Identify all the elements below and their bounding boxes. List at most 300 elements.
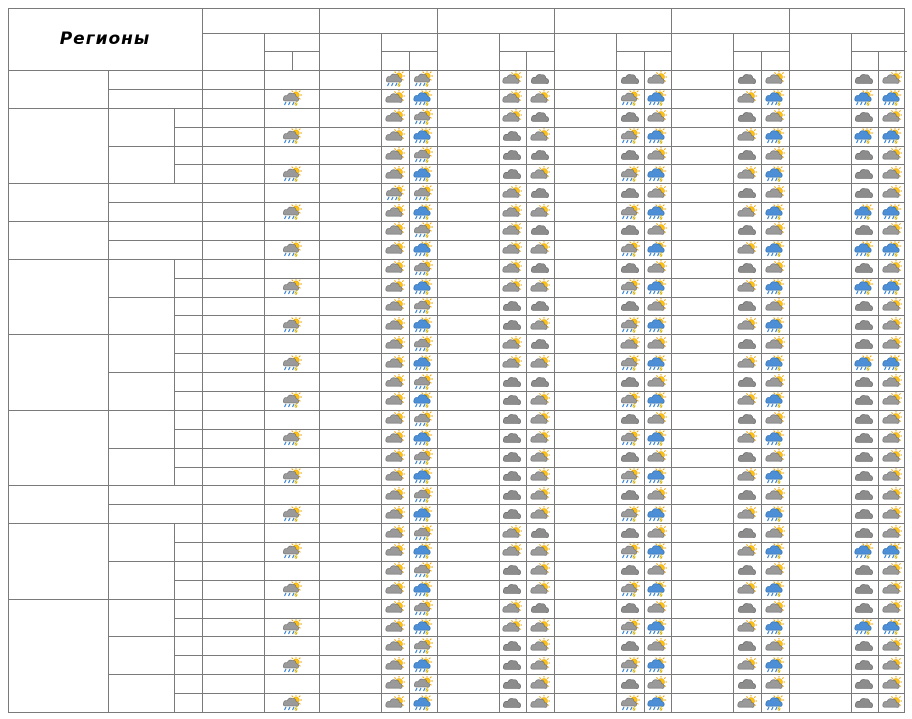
temperature-cell bbox=[319, 467, 381, 486]
weather-day-cloud-sun-icon bbox=[526, 674, 554, 693]
temperature-cell bbox=[671, 127, 733, 146]
weather-day-cloud-sun-icon bbox=[878, 297, 906, 316]
time-label bbox=[174, 599, 202, 618]
temperature-cell bbox=[789, 108, 851, 127]
day-header bbox=[526, 51, 554, 70]
weather-day-cloud-sun-icon bbox=[526, 485, 554, 504]
weather-day-cloud-sun-icon bbox=[761, 674, 789, 693]
temperature-cell bbox=[319, 297, 381, 316]
weather-day-cloud-rain-icon bbox=[761, 240, 789, 259]
weather-night-cloud-icon bbox=[499, 693, 527, 712]
temperature-cell bbox=[202, 504, 264, 523]
weather-day-cloud-sun-icon bbox=[878, 259, 906, 278]
temperature-cell bbox=[319, 164, 381, 183]
weather-day-cloud-rain-icon bbox=[761, 693, 789, 712]
temperature-cell bbox=[319, 580, 381, 599]
weather-night-cloud-rain-icon bbox=[851, 353, 879, 372]
weather-night-cloud-icon bbox=[851, 334, 879, 353]
weather-day-cloud-sun-rain-icon bbox=[409, 70, 437, 89]
weather-night-cloud-icon bbox=[851, 655, 879, 674]
weather-night-cloud-sun-icon bbox=[381, 127, 409, 146]
temperature-cell bbox=[554, 485, 616, 504]
day-header bbox=[878, 51, 906, 70]
day-header bbox=[761, 51, 789, 70]
weather-night-cloud-icon bbox=[733, 410, 761, 429]
weather-day-cloud-sun-icon bbox=[878, 580, 906, 599]
weather-night-cloud-icon bbox=[616, 448, 644, 467]
weather-day-cloud-sun-icon bbox=[526, 429, 554, 448]
weather-night-cloud-sun-icon bbox=[499, 259, 527, 278]
weather-day-cloud-sun-icon bbox=[526, 240, 554, 259]
temperature-cell bbox=[554, 183, 616, 202]
temperature-cell bbox=[789, 580, 851, 599]
temperature-cell bbox=[554, 108, 616, 127]
temperature-cell bbox=[202, 334, 264, 353]
weather-night-cloud-icon bbox=[616, 523, 644, 542]
temperature-cell bbox=[554, 618, 616, 637]
weather-day-cloud-rain-icon bbox=[761, 202, 789, 221]
temperature-cell bbox=[554, 70, 616, 89]
date-header bbox=[319, 8, 436, 33]
weather-night-cloud-sun-rain-icon bbox=[381, 183, 409, 202]
temperature-cell bbox=[319, 108, 381, 127]
weather-night-cloud-sun-icon bbox=[381, 221, 409, 240]
weather-night-cloud-sun-icon bbox=[381, 674, 409, 693]
weather-day-cloud-sun-icon bbox=[878, 221, 906, 240]
weather-day-cloud-rain-icon bbox=[644, 240, 672, 259]
weather-day-cloud-rain-icon bbox=[409, 504, 437, 523]
weather-night-cloud-icon bbox=[851, 693, 879, 712]
temperature-cell bbox=[789, 315, 851, 334]
weather-day-cloud-sun-icon bbox=[526, 164, 554, 183]
temperature-cell bbox=[789, 467, 851, 486]
weather-day-cloud-rain-icon bbox=[644, 542, 672, 561]
weather-day-cloud-sun-rain-icon bbox=[409, 372, 437, 391]
time-label bbox=[174, 297, 202, 316]
weather-night-cloud-icon bbox=[733, 146, 761, 165]
temperature-cell bbox=[437, 485, 499, 504]
temperature-cell bbox=[319, 561, 381, 580]
temperature-cell bbox=[202, 523, 264, 542]
weather-night-cloud-sun-rain-icon bbox=[616, 655, 644, 674]
temperature-cell bbox=[319, 89, 381, 108]
date-header bbox=[437, 8, 554, 33]
weather-day-cloud-sun-rain-icon bbox=[409, 146, 437, 165]
zone-name bbox=[108, 108, 174, 146]
weather-night-cloud-icon bbox=[616, 372, 644, 391]
weather-day-cloud-sun-icon bbox=[644, 523, 672, 542]
weather-night-cloud-sun-icon bbox=[381, 542, 409, 561]
grid-line bbox=[264, 33, 265, 712]
weather-day-cloud-sun-icon bbox=[526, 448, 554, 467]
weather-night-cloud-icon bbox=[616, 636, 644, 655]
weather-day-cloud-sun-icon bbox=[526, 636, 554, 655]
weather-night-cloud-icon bbox=[733, 183, 761, 202]
temperature-cell bbox=[202, 429, 264, 448]
weather-day-cloud-rain-icon bbox=[409, 278, 437, 297]
weather-night-cloud-icon bbox=[616, 70, 644, 89]
weather-night-cloud-sun-icon bbox=[499, 202, 527, 221]
weather-day-cloud-sun-icon bbox=[761, 221, 789, 240]
temperature-cell bbox=[789, 334, 851, 353]
temperature-cell bbox=[202, 183, 264, 202]
weather-night-cloud-sun-icon bbox=[733, 618, 761, 637]
temperature-cell bbox=[789, 240, 851, 259]
temperature-cell bbox=[437, 259, 499, 278]
weather-cloud-sun-rain-icon bbox=[264, 89, 319, 108]
weather-day-cloud-rain-icon bbox=[878, 127, 906, 146]
weather-night-cloud-sun-icon bbox=[381, 485, 409, 504]
weather-day-cloud-rain-icon bbox=[644, 504, 672, 523]
weather-day-cloud-sun-icon bbox=[878, 429, 906, 448]
weather-day-cloud-sun-icon bbox=[878, 391, 906, 410]
weather-day-cloud-sun-icon bbox=[878, 636, 906, 655]
weather-night-cloud-icon bbox=[733, 448, 761, 467]
time-label bbox=[174, 278, 202, 297]
weather-night-cloud-sun-icon bbox=[733, 504, 761, 523]
weather-day-cloud-rain-icon bbox=[409, 542, 437, 561]
weather-cloud-sun-rain-icon bbox=[264, 164, 319, 183]
weather-day-cloud-sun-icon bbox=[761, 334, 789, 353]
grid-line bbox=[499, 33, 500, 712]
zone-name bbox=[108, 636, 174, 674]
temperature-cell bbox=[319, 315, 381, 334]
temperature-cell bbox=[554, 146, 616, 165]
weather-day-cloud-sun-icon bbox=[761, 636, 789, 655]
phenomenon-header bbox=[733, 33, 788, 51]
temperature-cell bbox=[202, 202, 264, 221]
grid-line bbox=[409, 51, 410, 712]
weather-night-cloud-icon bbox=[733, 108, 761, 127]
weather-night-cloud-icon bbox=[499, 372, 527, 391]
temperature-cell bbox=[437, 674, 499, 693]
temperature-cell bbox=[554, 599, 616, 618]
grid-line bbox=[437, 8, 438, 712]
weather-night-cloud-sun-icon bbox=[733, 429, 761, 448]
weather-day-cloud-sun-icon bbox=[644, 70, 672, 89]
weather-day-cloud-rain-icon bbox=[409, 655, 437, 674]
region-name bbox=[8, 523, 108, 599]
weather-night-cloud-icon bbox=[733, 334, 761, 353]
weather-night-cloud-icon bbox=[616, 183, 644, 202]
weather-cloud-sun-rain-icon bbox=[264, 353, 319, 372]
weather-night-cloud-icon bbox=[499, 580, 527, 599]
weather-day-cloud-rain-icon bbox=[644, 278, 672, 297]
weather-day-cloud-rain-icon bbox=[409, 127, 437, 146]
region-name bbox=[8, 334, 108, 410]
weather-night-cloud-sun-icon bbox=[381, 164, 409, 183]
grid-line bbox=[8, 8, 905, 9]
time-label bbox=[174, 259, 202, 278]
weather-day-cloud-rain-icon bbox=[644, 580, 672, 599]
weather-day-cloud-rain-icon bbox=[644, 655, 672, 674]
weather-day-cloud-sun-icon bbox=[878, 655, 906, 674]
weather-day-cloud-rain-icon bbox=[761, 315, 789, 334]
temperature-cell bbox=[437, 297, 499, 316]
weather-night-cloud-sun-icon bbox=[381, 561, 409, 580]
weather-day-cloud-sun-icon bbox=[761, 410, 789, 429]
weather-day-cloud-sun-icon bbox=[644, 372, 672, 391]
weather-day-cloud-sun-rain-icon bbox=[409, 485, 437, 504]
time-label bbox=[174, 315, 202, 334]
temperature-cell bbox=[554, 504, 616, 523]
weather-day-cloud-sun-icon bbox=[761, 523, 789, 542]
weather-night-cloud-icon bbox=[851, 636, 879, 655]
weather-night-cloud-sun-icon bbox=[733, 240, 761, 259]
temperature-cell bbox=[437, 580, 499, 599]
temperature-cell bbox=[437, 429, 499, 448]
weather-night-cloud-sun-icon bbox=[733, 542, 761, 561]
weather-day-cloud-sun-icon bbox=[526, 561, 554, 580]
region-name bbox=[8, 70, 108, 108]
weather-day-cloud-sun-icon bbox=[878, 523, 906, 542]
temperature-cell bbox=[319, 183, 381, 202]
weather-night-cloud-sun-icon bbox=[733, 391, 761, 410]
temperature-cell bbox=[789, 202, 851, 221]
temperature-cell bbox=[789, 448, 851, 467]
temperature-cell bbox=[554, 278, 616, 297]
temperature-cell bbox=[554, 410, 616, 429]
temperature-cell bbox=[202, 278, 264, 297]
grid-line bbox=[8, 8, 9, 713]
weather-night-cloud-sun-icon bbox=[499, 221, 527, 240]
weather-day-cloud-sun-icon bbox=[878, 448, 906, 467]
time-label bbox=[174, 580, 202, 599]
temperature-cell bbox=[671, 618, 733, 637]
weather-night-cloud-icon bbox=[733, 221, 761, 240]
weather-day-cloud-rain-icon bbox=[409, 467, 437, 486]
weather-night-cloud-icon bbox=[733, 561, 761, 580]
temperature-cell bbox=[202, 353, 264, 372]
temperature-cell bbox=[437, 410, 499, 429]
weather-night-cloud-icon bbox=[733, 259, 761, 278]
weather-night-cloud-icon bbox=[616, 674, 644, 693]
weather-night-cloud-sun-rain-icon bbox=[616, 278, 644, 297]
weather-day-cloud-sun-icon bbox=[526, 278, 554, 297]
temperature-cell bbox=[671, 391, 733, 410]
temperature-cell bbox=[554, 164, 616, 183]
weather-night-cloud-sun-icon bbox=[499, 353, 527, 372]
weather-night-cloud-icon bbox=[851, 297, 879, 316]
grid-line bbox=[174, 599, 175, 712]
temperature-cell bbox=[671, 542, 733, 561]
weather-day-cloud-sun-icon bbox=[526, 353, 554, 372]
time-label bbox=[174, 467, 202, 486]
weather-night-cloud-sun-rain-icon bbox=[616, 202, 644, 221]
temperature-cell bbox=[671, 259, 733, 278]
temperature-cell bbox=[319, 70, 381, 89]
weather-night-cloud-sun-icon bbox=[733, 315, 761, 334]
weather-day-cloud-rain-icon bbox=[644, 127, 672, 146]
time-label bbox=[174, 146, 202, 165]
weather-night-cloud-sun-icon bbox=[733, 467, 761, 486]
weather-night-cloud-rain-icon bbox=[851, 127, 879, 146]
grid-line bbox=[616, 33, 617, 712]
temperature-cell bbox=[554, 202, 616, 221]
temperature-cell bbox=[437, 467, 499, 486]
time-label bbox=[174, 410, 202, 429]
weather-day-cloud-icon bbox=[526, 599, 554, 618]
weather-night-cloud-sun-icon bbox=[499, 523, 527, 542]
weather-night-cloud-sun-icon bbox=[381, 618, 409, 637]
temperature-cell bbox=[319, 599, 381, 618]
weather-day-cloud-sun-icon bbox=[526, 655, 554, 674]
grid-line bbox=[319, 8, 320, 712]
night-header bbox=[851, 51, 879, 70]
weather-night-cloud-sun-icon bbox=[499, 618, 527, 637]
date-header bbox=[789, 8, 906, 33]
temperature-cell bbox=[671, 146, 733, 165]
temperature-cell bbox=[437, 221, 499, 240]
weather-night-cloud-sun-icon bbox=[499, 599, 527, 618]
time-label bbox=[174, 636, 202, 655]
temperature-cell bbox=[671, 183, 733, 202]
grid-line bbox=[644, 51, 645, 712]
weather-night-cloud-icon bbox=[851, 372, 879, 391]
time-label bbox=[108, 221, 202, 240]
weather-day-cloud-sun-icon bbox=[644, 183, 672, 202]
temperature-cell bbox=[671, 655, 733, 674]
temperature-cell bbox=[202, 410, 264, 429]
weather-night-cloud-icon bbox=[616, 561, 644, 580]
weather-day-cloud-rain-icon bbox=[878, 278, 906, 297]
temperature-cell bbox=[202, 485, 264, 504]
weather-day-cloud-rain-icon bbox=[878, 542, 906, 561]
weather-day-cloud-rain-icon bbox=[409, 353, 437, 372]
grid-line bbox=[761, 51, 762, 712]
weather-night-cloud-icon bbox=[616, 259, 644, 278]
weather-night-cloud-icon bbox=[733, 485, 761, 504]
weather-night-cloud-icon bbox=[499, 467, 527, 486]
weather-day-cloud-rain-icon bbox=[409, 202, 437, 221]
weather-day-cloud-rain-icon bbox=[644, 202, 672, 221]
temperature-cell bbox=[671, 693, 733, 712]
weather-day-cloud-sun-icon bbox=[526, 693, 554, 712]
temperature-cell bbox=[789, 542, 851, 561]
weather-night-cloud-icon bbox=[499, 636, 527, 655]
zone-name bbox=[108, 410, 174, 448]
weather-night-cloud-sun-rain-icon bbox=[616, 542, 644, 561]
weather-day-cloud-rain-icon bbox=[644, 164, 672, 183]
weather-night-cloud-icon bbox=[499, 448, 527, 467]
time-label bbox=[174, 353, 202, 372]
weather-day-cloud-sun-icon bbox=[644, 599, 672, 618]
time-label bbox=[174, 164, 202, 183]
temperature-cell bbox=[202, 467, 264, 486]
weather-night-cloud-icon bbox=[851, 504, 879, 523]
weather-night-cloud-sun-icon bbox=[381, 315, 409, 334]
temperature-cell bbox=[202, 297, 264, 316]
temperature-cell bbox=[202, 448, 264, 467]
temperature-cell bbox=[554, 353, 616, 372]
temperature-cell bbox=[437, 372, 499, 391]
weather-night-cloud-icon bbox=[499, 561, 527, 580]
weather-night-cloud-icon bbox=[499, 485, 527, 504]
weather-night-cloud-icon bbox=[851, 448, 879, 467]
time-label bbox=[174, 372, 202, 391]
temperature-cell bbox=[437, 599, 499, 618]
weather-night-cloud-icon bbox=[851, 183, 879, 202]
weather-night-cloud-sun-rain-icon bbox=[616, 429, 644, 448]
weather-night-cloud-icon bbox=[733, 599, 761, 618]
date-header bbox=[554, 8, 671, 33]
temperature-cell bbox=[554, 372, 616, 391]
time-label bbox=[108, 240, 202, 259]
zone-name bbox=[108, 334, 174, 372]
weather-night-cloud-sun-icon bbox=[499, 240, 527, 259]
weather-night-cloud-sun-icon bbox=[733, 127, 761, 146]
night-header bbox=[733, 51, 761, 70]
weather-day-cloud-rain-icon bbox=[409, 315, 437, 334]
weather-night-cloud-sun-icon bbox=[381, 391, 409, 410]
temperature-cell bbox=[319, 278, 381, 297]
weather-cloud-sun-rain-icon bbox=[264, 127, 319, 146]
zone-name bbox=[108, 146, 174, 184]
temperature-cell bbox=[671, 89, 733, 108]
temperature-cell bbox=[671, 429, 733, 448]
weather-day-cloud-rain-icon bbox=[761, 278, 789, 297]
zone-name bbox=[108, 599, 174, 637]
time-label bbox=[174, 523, 202, 542]
weather-night-cloud-sun-rain-icon bbox=[616, 240, 644, 259]
weather-day-cloud-sun-icon bbox=[526, 202, 554, 221]
zone-name bbox=[108, 674, 174, 712]
weather-night-cloud-icon bbox=[851, 315, 879, 334]
weather-night-cloud-sun-icon bbox=[733, 655, 761, 674]
weather-day-cloud-rain-icon bbox=[644, 429, 672, 448]
weather-day-cloud-sun-icon bbox=[644, 561, 672, 580]
temperature-cell bbox=[202, 221, 264, 240]
time-label bbox=[174, 561, 202, 580]
phenomenon-header bbox=[499, 33, 554, 51]
weather-day-cloud-rain-icon bbox=[409, 580, 437, 599]
temp-header bbox=[202, 33, 264, 70]
temperature-cell bbox=[671, 353, 733, 372]
weather-cloud-sun-rain-icon bbox=[264, 467, 319, 486]
weather-day-cloud-rain-icon bbox=[644, 89, 672, 108]
weather-day-cloud-sun-icon bbox=[526, 504, 554, 523]
weather-day-cloud-rain-icon bbox=[761, 580, 789, 599]
temp-header bbox=[319, 33, 381, 70]
weather-night-cloud-rain-icon bbox=[851, 278, 879, 297]
weather-night-cloud-sun-icon bbox=[381, 259, 409, 278]
weather-night-cloud-sun-icon bbox=[381, 410, 409, 429]
weather-night-cloud-icon bbox=[499, 146, 527, 165]
weather-day-cloud-sun-icon bbox=[878, 334, 906, 353]
temperature-cell bbox=[437, 618, 499, 637]
temperature-cell bbox=[202, 164, 264, 183]
weather-day-cloud-sun-rain-icon bbox=[409, 221, 437, 240]
weather-night-cloud-icon bbox=[616, 297, 644, 316]
weather-day-cloud-rain-icon bbox=[409, 429, 437, 448]
temp-header bbox=[437, 33, 499, 70]
weather-night-cloud-sun-icon bbox=[381, 467, 409, 486]
weather-day-cloud-rain-icon bbox=[761, 429, 789, 448]
weather-night-cloud-icon bbox=[851, 164, 879, 183]
weather-day-cloud-rain-icon bbox=[409, 240, 437, 259]
weather-night-cloud-icon bbox=[851, 146, 879, 165]
weather-day-cloud-sun-icon bbox=[644, 146, 672, 165]
weather-day-cloud-rain-icon bbox=[761, 618, 789, 637]
weather-day-cloud-sun-icon bbox=[644, 636, 672, 655]
temperature-cell bbox=[671, 504, 733, 523]
weather-day-cloud-sun-rain-icon bbox=[409, 297, 437, 316]
weather-night-cloud-sun-icon bbox=[381, 580, 409, 599]
weather-night-cloud-sun-icon bbox=[381, 636, 409, 655]
weather-night-cloud-sun-icon bbox=[733, 202, 761, 221]
weather-night-cloud-sun-icon bbox=[499, 183, 527, 202]
weather-day-cloud-rain-icon bbox=[878, 353, 906, 372]
